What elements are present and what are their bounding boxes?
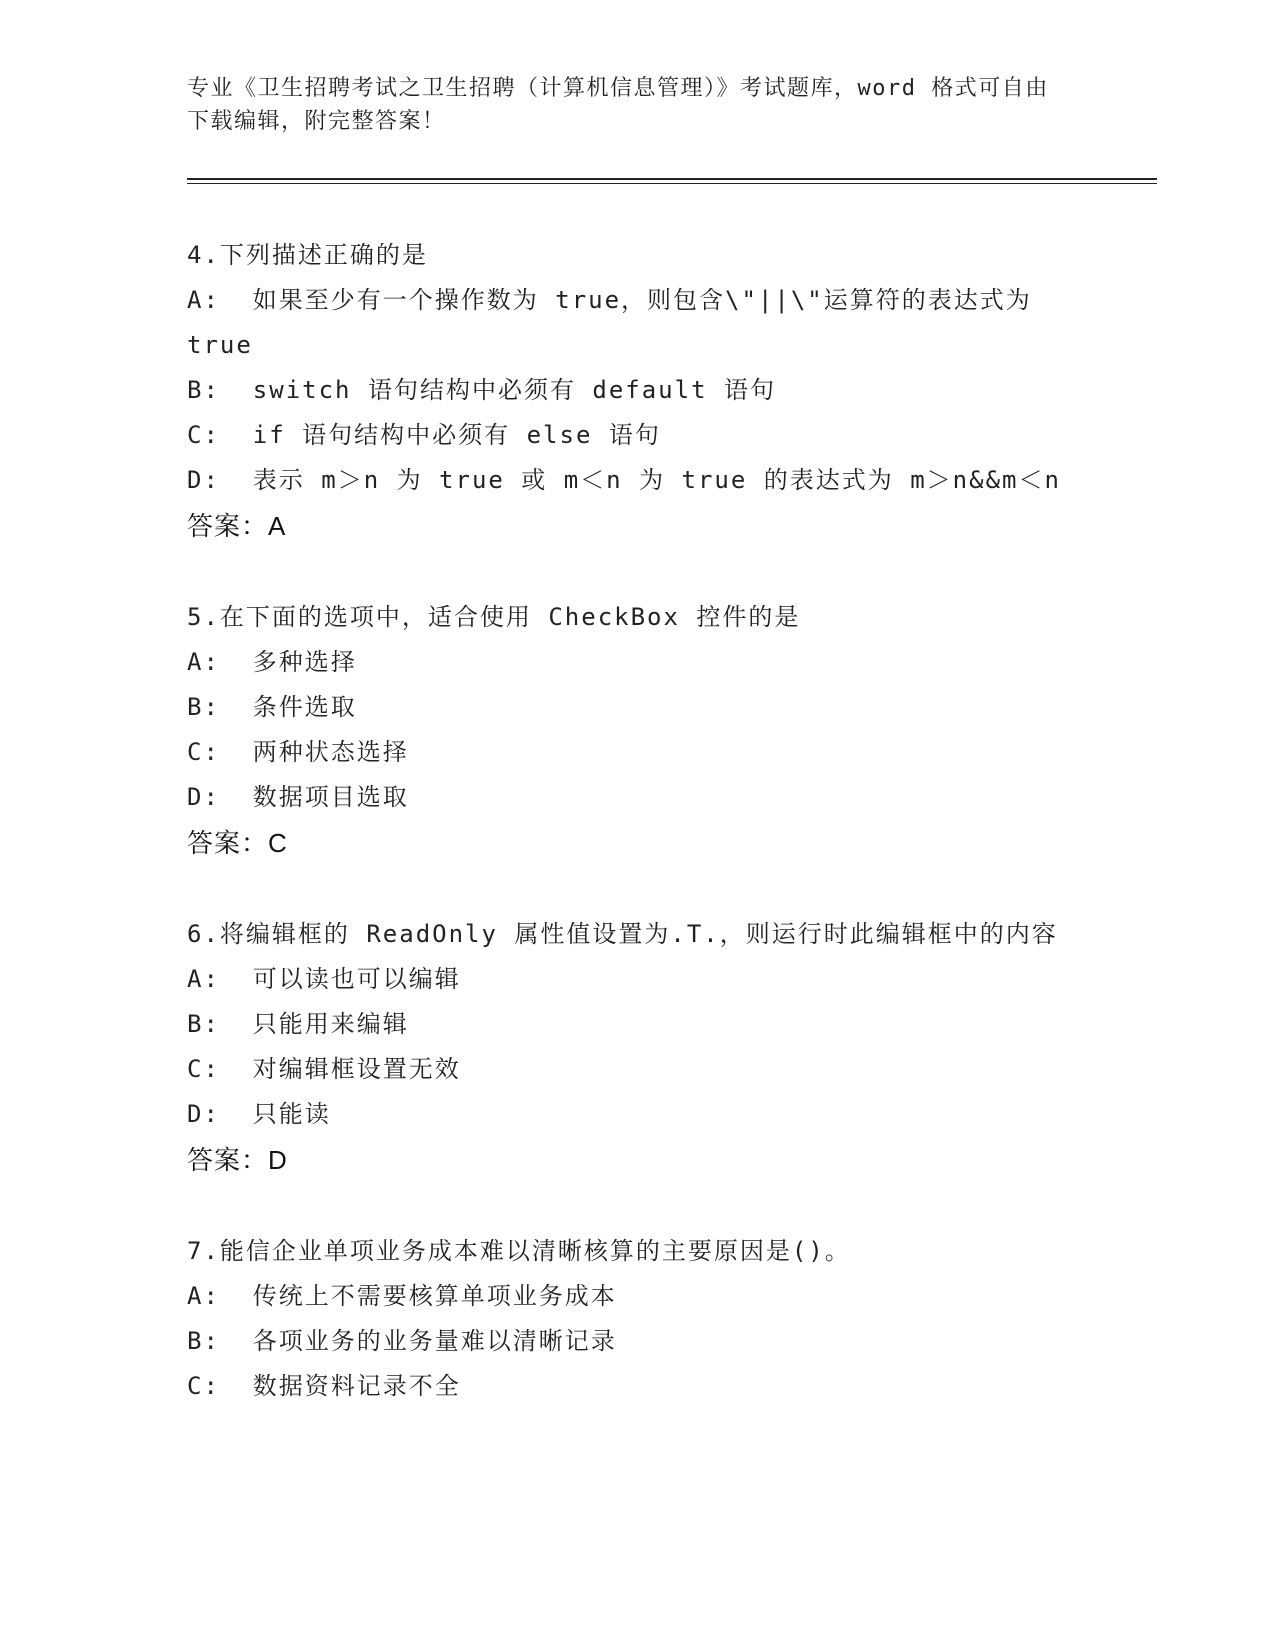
answer: 答案：D — [187, 1145, 288, 1175]
option-c: C: if 语句结构中必须有 else 语句 — [187, 421, 661, 449]
option-d: D: 只能读 — [187, 1100, 331, 1128]
answer: 答案：C — [187, 828, 288, 858]
question-4 — [187, 233, 1067, 549]
option-a: A: 多种选择 — [187, 648, 357, 676]
question-stem: 5.在下面的选项中，适合使用 CheckBox 控件的是 — [187, 603, 801, 631]
option-d: D: 数据项目选取 — [187, 783, 409, 811]
answer: 答案：A — [187, 511, 287, 541]
option-b: B: switch 语句结构中必须有 default 语句 — [187, 376, 776, 404]
header-rule-thin — [187, 183, 1157, 184]
question-stem: 7.能信企业单项业务成本难以清晰核算的主要原因是()。 — [187, 1237, 851, 1265]
document-header: 专业《卫生招聘考试之卫生招聘（计算机信息管理）》考试题库，word 格式可自由下载编辑，附完整答案！ — [187, 76, 1049, 134]
option-a: A: 可以读也可以编辑 — [187, 965, 461, 993]
option-a: A: 传统上不需要核算单项业务成本 — [187, 1282, 617, 1310]
question-stem: 6.将编辑框的 ReadOnly 属性值设置为.T.，则运行时此编辑框中的内容 — [187, 920, 1058, 948]
option-c: C: 两种状态选择 — [187, 738, 409, 766]
question-7 — [187, 1229, 1067, 1409]
header-rule — [187, 178, 1157, 180]
question-stem: 4.下列描述正确的是 — [187, 241, 428, 269]
question-6 — [187, 912, 1067, 1183]
option-a: A: 如果至少有一个操作数为 true，则包含\"||\"运算符的表达式为 true — [187, 286, 1049, 359]
option-b: B: 只能用来编辑 — [187, 1010, 409, 1038]
question-list — [187, 233, 1067, 1455]
question-5 — [187, 595, 1067, 866]
option-c: C: 数据资料记录不全 — [187, 1372, 461, 1400]
option-d: D: 表示 m＞n 为 true 或 m＜n 为 true 的表达式为 m＞n&&m＜n — [187, 466, 1061, 494]
option-c: C: 对编辑框设置无效 — [187, 1055, 461, 1083]
option-b: B: 条件选取 — [187, 693, 357, 721]
option-b: B: 各项业务的业务量难以清晰记录 — [187, 1327, 617, 1355]
